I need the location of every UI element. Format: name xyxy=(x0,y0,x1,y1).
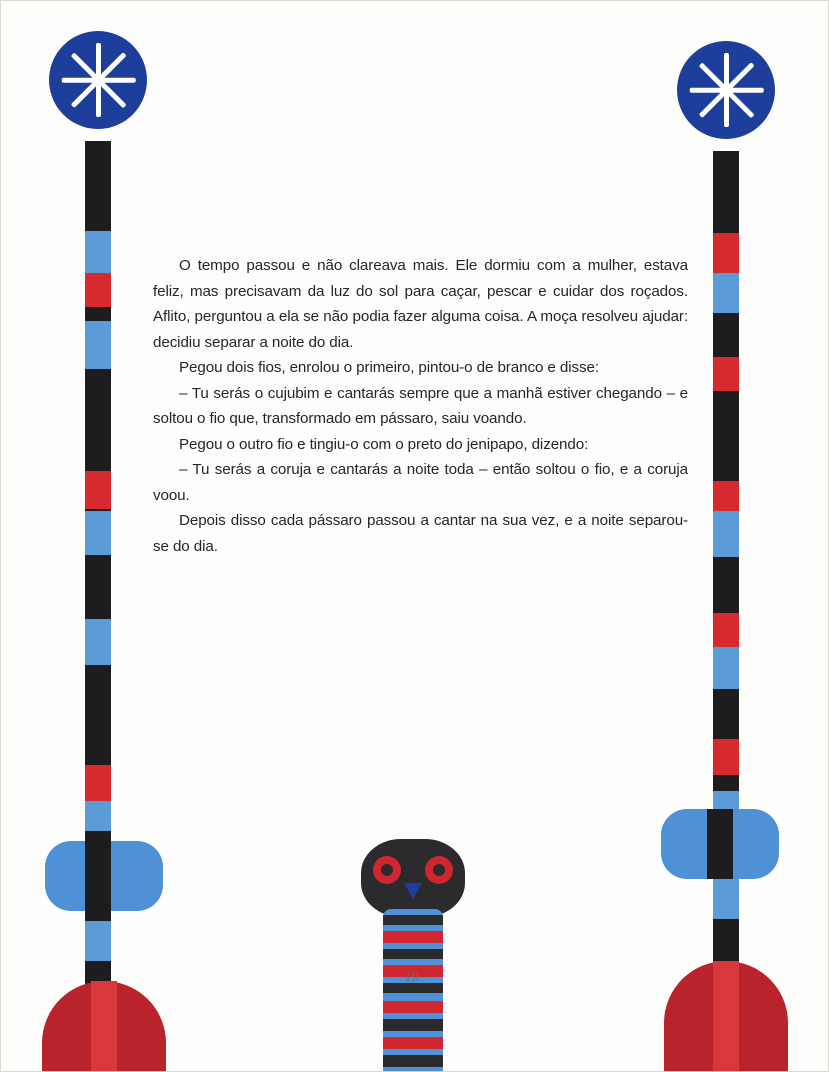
pole-right-wing xyxy=(661,809,779,879)
star-head-left-icon xyxy=(49,31,147,129)
paragraph-1: O tempo passou e não clareava mais. Ele dormiu com a mulher, estava feliz, mas precisavam da luz do sol para caçar, pescar e cuidar dos roçados. Aflito, perguntou a ela se não podia fazer alguma coisa. A moça resolveu ajudar: decidiu separar a noite do dia. xyxy=(153,257,688,351)
pole-right-shaft xyxy=(713,151,739,1021)
owl-eye-right-icon xyxy=(425,856,453,884)
owl-head xyxy=(361,839,465,917)
pole-left-tail xyxy=(42,981,166,1072)
page-number: 19 xyxy=(405,969,418,984)
pole-left-wing xyxy=(45,841,163,911)
paragraph-3: – Tu serás o cujubim e cantarás sempre que a manhã estiver chegando – e soltou o fio que, transformado em pássaro, saiu voando. xyxy=(153,384,688,427)
paragraph-6: Depois disso cada pássaro passou a cantar na sua vez, e a noite separou-se do dia. xyxy=(153,512,688,555)
paragraph-2: Pegou dois fios, enrolou o primeiro, pintou-o de branco e disse: xyxy=(179,359,599,376)
star-head-right-icon xyxy=(677,41,775,139)
paragraph-4: Pegou o outro fio e tingiu-o com o preto do jenipapo, dizendo: xyxy=(179,435,589,453)
paragraph-5: – Tu serás a coruja e cantarás a noite toda – então soltou o fio, e a coruja voou. xyxy=(153,461,688,504)
story-text xyxy=(153,253,688,559)
owl-beak-icon xyxy=(404,883,422,899)
owl-body xyxy=(383,909,443,1072)
star-glyph-icon xyxy=(49,31,147,129)
pole-right-tail xyxy=(664,961,788,1072)
owl-eye-left-icon xyxy=(373,856,401,884)
star-glyph-icon xyxy=(677,41,775,139)
